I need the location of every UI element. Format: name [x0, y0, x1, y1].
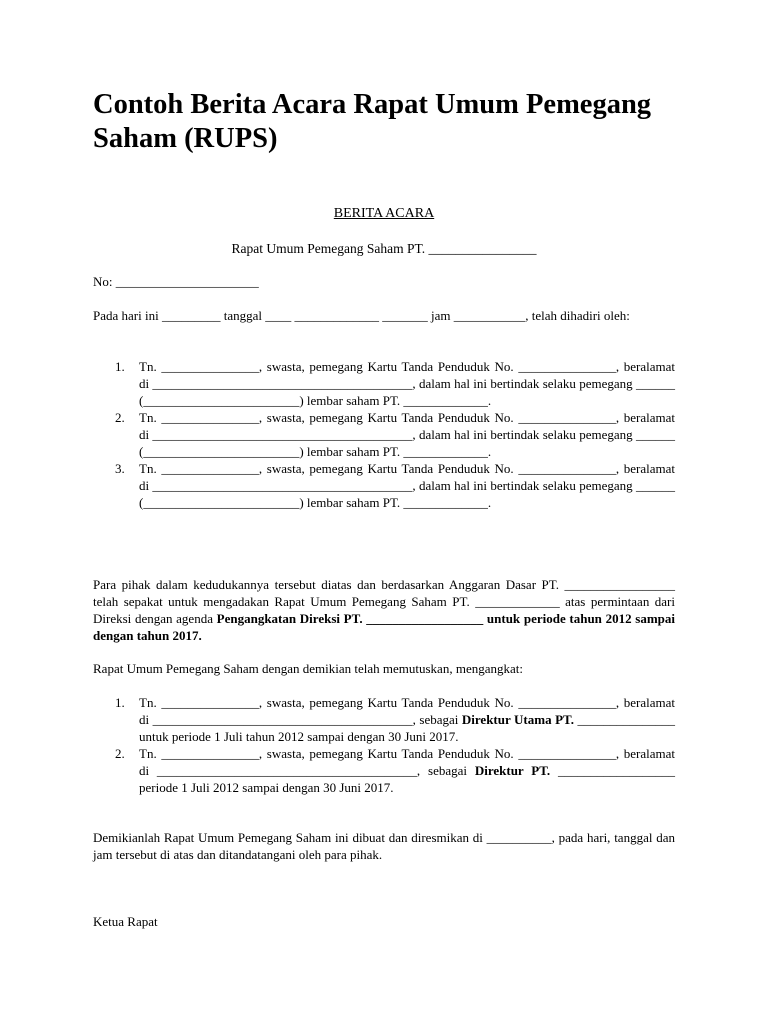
document-number: No: ______________________ — [93, 274, 259, 289]
decision-intro: Rapat Umum Pemegang Saham dengan demikian telah memutuskan, mengangkat: — [93, 661, 523, 676]
list-number: 1. — [115, 359, 125, 374]
agreement-text: Para pihak dalam kedudukannya tersebut diatas dan berdasarkan Anggaran Dasar PT. _________________ telah sepakat untuk mengadakan Rapat Umum Pemegang Saham PT. _____________ atas permintaan dari Direksi dengan agenda — [93, 577, 675, 626]
appointment-item — [93, 694, 675, 745]
closing-paragraph: Demikianlah Rapat Umum Pemegang Saham ini dibuat dan diresmikan di __________, pada hari, tanggal dan jam tersebut di atas dan ditandatangani oleh para pihak. — [93, 830, 675, 862]
section-subheading: Rapat Umum Pemegang Saham PT. ________________ — [231, 241, 537, 256]
appointment-period: _______________ untuk periode 1 Juli tahun 2012 sampai dengan 30 Juni 2017. — [139, 712, 676, 744]
attendee-text: Tn. _______________, swasta, pemegang Kartu Tanda Penduduk No. _______________, beralamat di ________________________________________, dalam hal ini bertindak selaku pemegang ______ (________________________) lembar saham PT. _____________. — [139, 359, 675, 408]
list-number: 1. — [115, 695, 125, 710]
appointment-text: Tn. _______________, swasta, pemegang Kartu Tanda Penduduk No. _______________, beralamat di ________________________________________, sebagai — [139, 746, 675, 778]
signature-label: Ketua Rapat — [93, 914, 158, 929]
attendee-list — [93, 358, 675, 511]
appointment-text: Tn. _______________, swasta, pemegang Kartu Tanda Penduduk No. _______________, beralamat di ________________________________________, sebagai — [139, 695, 675, 727]
list-number: 3. — [115, 461, 125, 476]
document-title: Contoh Berita Acara Rapat Umum Pemegang Saham (RUPS) — [93, 89, 652, 154]
attendee-item — [93, 358, 675, 409]
agreement-agenda: Pengangkatan Direksi PT. __________________ untuk periode tahun 2012 sampai dengan tahun 2017. — [93, 611, 675, 643]
attendee-item — [93, 460, 675, 511]
appointment-position: Direktur Utama PT. — [461, 712, 574, 727]
section-heading: BERITA ACARA — [333, 206, 435, 221]
attendee-text: Tn. _______________, swasta, pemegang Kartu Tanda Penduduk No. _______________, beralamat di ________________________________________, dalam hal ini bertindak selaku pemegang ______ (________________________) lembar saham PT. _____________. — [139, 410, 675, 459]
appointment-list — [93, 694, 675, 796]
agreement-paragraph — [93, 576, 675, 644]
attendee-item — [93, 409, 675, 460]
appointment-period: __________________ periode 1 Juli 2012 sampai dengan 30 Juni 2017. — [139, 763, 676, 795]
opening-paragraph: Pada hari ini _________ tanggal ____ _____________ _______ jam ___________, telah dihadiri oleh: — [93, 308, 630, 323]
list-number: 2. — [115, 746, 125, 761]
list-number: 2. — [115, 410, 125, 425]
appointment-position: Direktur PT. — [474, 763, 551, 778]
appointment-item — [93, 745, 675, 796]
attendee-text: Tn. _______________, swasta, pemegang Kartu Tanda Penduduk No. _______________, beralamat di ________________________________________, dalam hal ini bertindak selaku pemegang ______ (________________________) lembar saham PT. _____________. — [139, 461, 675, 510]
